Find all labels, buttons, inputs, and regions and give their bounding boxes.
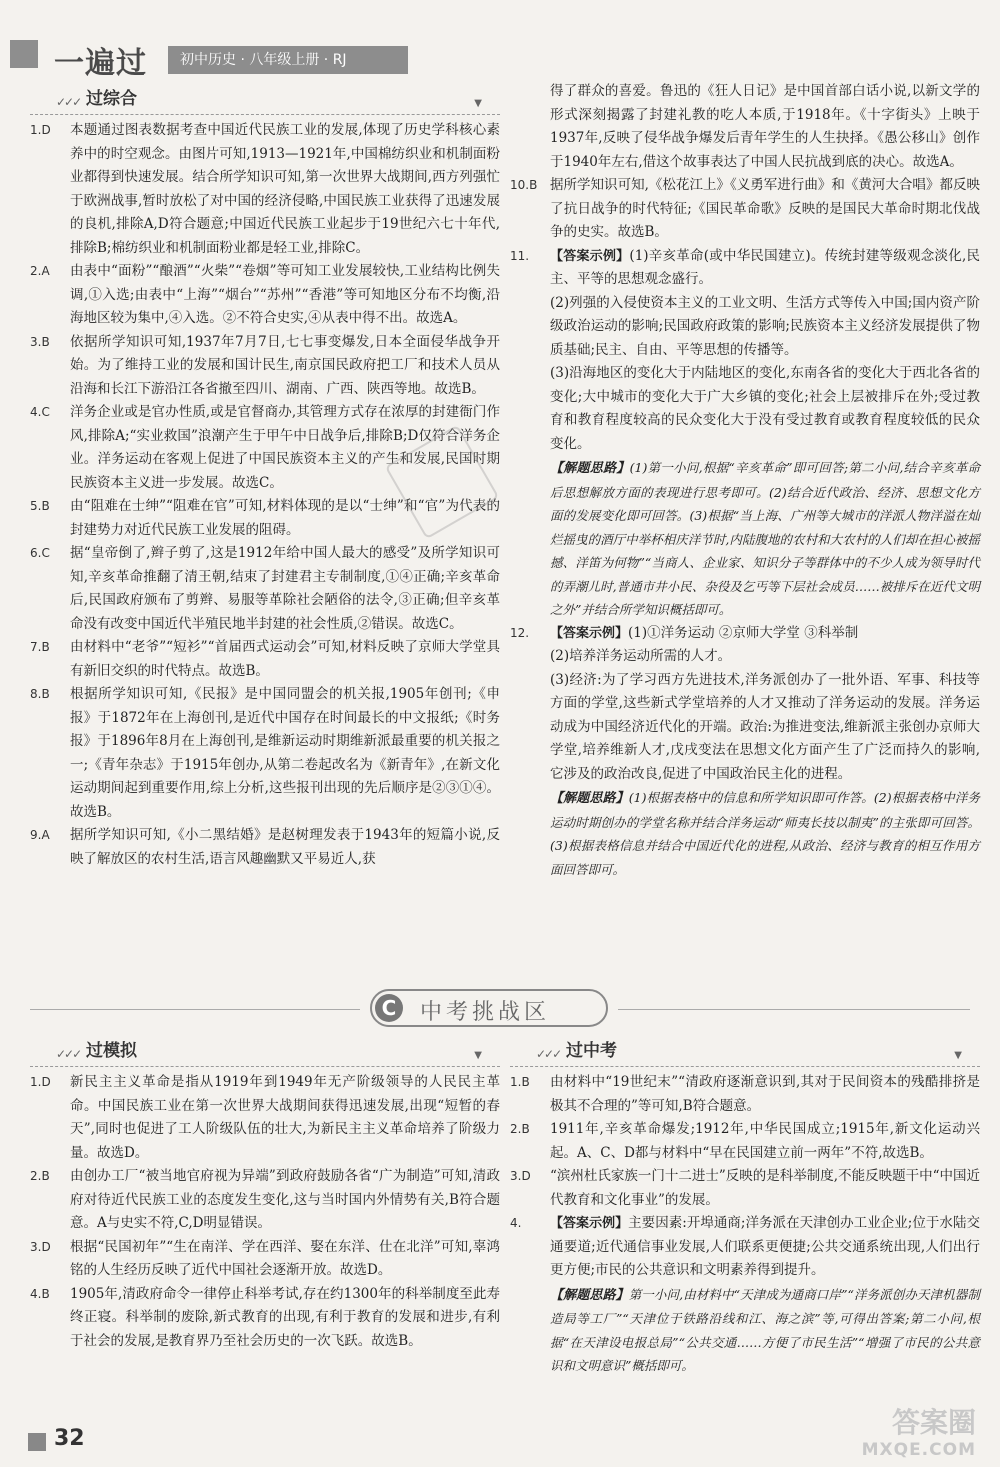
answer-item <box>30 119 500 260</box>
solution-hint: 【解题思路】第一小问,由材料中“天津成为通商口岸”“洋务派创办天津机器制造局等工厂”“天津位于铁路沿线和江、海之滨”等,可得出答案;第二小问,根据“在天津设电报总局”“公共交通……方便了市民生活”“增强了市民的公共意识和文明意识”概括即可。 <box>550 1286 980 1373</box>
section-header-comprehensive <box>30 88 500 115</box>
answer-item <box>30 636 500 683</box>
answer-text: 本题通过图表数据考查中国近代民族工业的发展,体现了历史学科核心素养中的时空观念。由图片可知,1913—1921年,中国棉纺织业和机制面粉业都得到快速发展。结合所学知识可知,第一次世界大战期间,西方列强忙于欧洲战事,暂时放松了对中国的经济侵略,中国民族工业获得了迅速发展的良机,排除A,D符合题意;中国近代民族工业起步于19世纪六七十年代,排除B;棉纺织业和机制面粉业都是轻工业,排除C。 <box>70 122 500 256</box>
answer-number: 3.B <box>30 334 50 349</box>
brand-logo: 一遍过 <box>54 46 147 81</box>
answer-text: 据所学知识可知,《小二黑结婚》是赵树理发表于1943年的短篇小说,反映了解放区的农村生活,语言风趣幽默又平易近人,获 <box>70 827 500 867</box>
answer-continuation: 得了群众的喜爱。鲁迅的《狂人日记》是中国首部白话小说,以新文学的形式深刻揭露了封建礼教的吃人本质,于1918年。《十字街头》上映于1937年,反映了侵华战争爆发后青年学生的人生抉择。《愚公移山》创作于1940年左右,借这个故事表达了中国人民抗战到底的决心。故选A。 <box>550 83 980 170</box>
answer-text: 1905年,清政府命令一律停止科举考试,存在约1300年的科举制度至此寿终正寝。科举制的废除,新式教育的出现,有利于教育的发展和进步,有利于社会的发展,是教育界乃至社会历史的一次飞跃。故选B。 <box>70 1285 500 1349</box>
answer-text: 依据所学知识可知,1937年7月7日,七七事变爆发,日本全面侵华战争开始。为了维持工业的发展和国计民生,南京国民政府把工厂和技术人员从沿海和长江下游沿江各省撤至四川、湖南、广西、陕西等地。故选B。 <box>70 333 500 397</box>
answer-line: (3)沿海地区的变化大于内陆地区的变化,东南各省的变化大于西北各省的变化;大中城市的变化大于广大乡镇的变化;社会上层被排斥在外;受过教育和教育程度较高的民众变化大于没有受过教育或教育程度较低的民众变化。 <box>550 365 980 452</box>
banner-box <box>370 989 608 1027</box>
answer-text: 根据所学知识可知,《民报》是中国同盟会的机关报,1905年创刊;《申报》于1872年在上海创刊,是近代中国存在时间最长的中文报纸;《时务报》于1896年8月在上海创刊,是维新运动时期维新派最重要的机关报之一;《青年杂志》于1915年创办,从第二卷起改名为《新青年》,在新文化运动期间起到重要作用,综上分析,这些报刊出现的先后顺序是②③①④。故选B。 <box>70 686 500 820</box>
answer-number: 2.B <box>30 1169 50 1183</box>
answer-number: 1.D <box>30 123 51 137</box>
book-tag: 初中历史 · 八年级上册 · RJ <box>168 46 408 74</box>
tick-icon: ✓✓✓ <box>536 1047 561 1061</box>
tick-icon: ✓✓✓ <box>56 95 81 109</box>
answer-tag: 【答案示例】 <box>550 248 630 264</box>
answer-item <box>30 683 500 824</box>
answer-text: 由“阻难在士绅”“阻难在官”可知,材料体现的是以“士绅”和“官”为代表的封建势力对近代民族工业发展的阻碍。 <box>70 498 500 538</box>
solution-hint: 【解题思路】(1)第一小问,根据“辛亥革命”即可回答;第二小问,结合辛亥革命后思想解放方面的表现进行思考即可。(2)结合近代政治、经济、思想文化方面的发展变化即可回答。(3)根据“当上海、广州等大城市的洋派人物洋溢在灿烂摇曳的酒厅中举杯相庆洋节时,内陆腹地的农村和大农村的人们却在担心被摇撼、洋笛为何物”“当商人、企业家、知识分子等群体中的不少人成为领导时代的弄潮儿时,普通市井小民、杂役及乞丐等下层社会成员……被排斥在近代文明之外”并结合所学知识概括即可。 <box>550 460 980 617</box>
divider <box>618 1009 970 1010</box>
answer-item <box>30 824 500 871</box>
answer-line: (3)经济:为了学习西方先进技术,洋务派创办了一批外语、军事、科技等方面的学堂,这些新式学堂培养的人才又推动了洋务运动的发展。洋务运动成为中国经济近代化的开端。政治:为推进变法,维新派主张创办京师大学堂,培养维新人才,戊戌变法在思想文化方面产生了广泛而持久的影响,它涉及的政治改良,促进了中国政治民主化的进程。 <box>550 671 980 782</box>
answer-item: 12. 【答案示例】(1)①洋务运动 ②京师大学堂 ③科举制 <box>510 624 859 641</box>
answer-number: 6.C <box>30 546 50 560</box>
section-banner <box>0 985 1000 1035</box>
answer-tag: 【答案示例】 <box>550 1216 629 1231</box>
tick-icon: ✓✓✓ <box>56 1047 81 1061</box>
answer-number: 5.B <box>30 499 50 513</box>
answer-number: 2.A <box>30 264 50 278</box>
footer-square <box>28 1433 46 1451</box>
answer-item: 4. 【答案示例】主要因素:开埠通商;洋务派在天津创办工业企业;位于水陆交通要道;近代通信事业发展,人们联系更便捷;公共交通系统出现,人们出行更方便;市民的公共意识和文明素养得到提升。 <box>510 1215 980 1278</box>
divider <box>30 1009 360 1010</box>
answer-item: 3.D “滨州杜氏家族一门十二进士”反映的是科举制度,不能反映题干中“中国近代教育和文化事业”的发展。 <box>510 1168 980 1208</box>
page-number: 32 <box>54 1426 85 1451</box>
solution-hint: 【解题思路】(1)根据表格中的信息和所学知识即可作答。(2)根据表格中洋务运动时期创办的学堂名称并结合洋务运动“师夷长技以制夷”的主张即可回答。(3)根据表格信息并结合中国近代化的进程,从政治、经济与教育的相互作用方面回答即可。 <box>550 790 980 877</box>
answer-text: 由表中“面粉”“酿酒”“火柴”“卷烟”等可知工业发展较快,工业结构比例失调,①入选;由表中“上海”“烟台”“苏州”“香港”等可知地区分布不均衡,沿海地区较为集中,④入选。②不符合史实,④从表中得不出。故选A。 <box>70 263 500 326</box>
section-title: 过综合 <box>86 89 137 109</box>
answer-text: 由创办工厂“被当地官府视为异端”到政府鼓励各省“广为制造”可知,清政府对待近代民族工业的态度发生变化,这与当时国内外情势有关,B符合题意。A与史实不符,C,D明显错误。 <box>70 1168 500 1231</box>
answer-item <box>30 1236 500 1283</box>
answer-item: 11. 【答案示例】(1)辛亥革命(或中华民国建立)。传统封建等级观念淡化,民主、平等的思想观念盛行。 <box>510 247 980 287</box>
triangle-icon: ▼ <box>954 1050 962 1061</box>
answer-number: 4.C <box>30 405 50 419</box>
triangle-icon: ▼ <box>474 98 482 109</box>
answer-item <box>30 260 500 331</box>
answer-number: 7.B <box>30 640 50 654</box>
answer-item <box>30 542 500 636</box>
section-header-mock <box>30 1040 500 1067</box>
answer-text: 根据“民国初年”“生在南洋、学在西洋、娶在东洋、仕在北洋”可知,辜鸿铭的人生经历反映了近代中国社会逐渐开放。故选D。 <box>70 1238 500 1278</box>
right-column <box>510 80 980 881</box>
answer-number: 9.A <box>30 828 50 842</box>
answer-item <box>30 1283 500 1354</box>
section-title: 过模拟 <box>86 1041 137 1061</box>
answer-line: (2)培养洋务运动所需的人才。 <box>550 648 732 664</box>
answer-item: 1.B 由材料中“19世纪末”“清政府逐渐意识到,其对于民间资本的残酷排挤是极其不合理的”等可知,B符合题意。 <box>510 1074 980 1114</box>
page-footer <box>0 1406 1000 1467</box>
answer-number: 4.B <box>30 1286 50 1301</box>
page-header <box>0 0 1000 80</box>
answer-item <box>30 331 500 402</box>
answer-line: (2)列强的入侵使资本主义的工业文明、生活方式等传入中国;国内资产阶级政治运动的影响;民国政府政策的影响;民族资本主义经济发展提供了物质基础;民主、自由、平等思想的传播等。 <box>550 294 980 358</box>
bottom-left-column <box>30 1040 500 1353</box>
answer-text: 洋务企业或是官办性质,或是官督商办,其管理方式存在浓厚的封建衙门作风,排除A;“实业救国”浪潮产生于甲午中日战争后,排除B;D仅符合洋务企业。洋务运动在客观上促进了中国民族资本主义的产生和发展,民国时期民族资本主义进一步发展。故选C。 <box>70 404 500 491</box>
answer-number: 1.D <box>30 1075 51 1089</box>
answer-tag: 【答案示例】 <box>550 625 629 641</box>
answer-item: 2.B 1911年,辛亥革命爆发;1912年,中华民国成立;1915年,新文化运动兴起。A、C、D都与材料中“早在民国建立前一两年”不符,故选B。 <box>510 1121 980 1161</box>
section-header-exam <box>510 1040 980 1067</box>
answer-text: 新民主主义革命是指从1919年到1949年无产阶级领导的人民民主革命。中国民族工业在第一次世界大战期间获得迅速发展,出现“短暂的春天”,同时也促进了工人阶级队伍的壮大,为新民主主义革命培养了阶级力量。故选D。 <box>70 1074 500 1161</box>
answer-item: 10.B 据所学知识可知,《松花江上》《义勇军进行曲》和《黄河大合唱》都反映了抗日战争的时代特征;《国民革命歌》反映的是国民大革命时期北伐战争的史实。故选B。 <box>510 177 980 240</box>
watermark: 答案圈 MXQE.COM <box>861 1406 976 1460</box>
answer-item <box>30 1071 500 1165</box>
section-title: 过中考 <box>566 1041 617 1061</box>
c-badge-icon: C <box>375 994 403 1022</box>
triangle-icon: ▼ <box>474 1050 482 1061</box>
answer-item <box>30 1165 500 1236</box>
answer-text: 据“皇帝倒了,辫子剪了,这是1912年给中国人最大的感受”及所学知识可知,辛亥革命推翻了清王朝,结束了封建君主专制制度,①④正确;辛亥革命后,民国政府颁布了剪辫、易服等革除社会陋俗的法令,③正确;但辛亥革命没有改变中国近代半殖民地半封建的社会性质,②错误。故选C。 <box>70 545 500 632</box>
bottom-right-column <box>510 1040 980 1378</box>
answer-number: 8.B <box>30 687 50 701</box>
brand-block <box>10 40 38 68</box>
answer-text: 由材料中“老爷”“短衫”“首届西式运动会”可知,材料反映了京师大学堂具有新旧交织的时代特点。故选B。 <box>70 639 500 679</box>
banner-title: 中考挑战区 <box>420 1000 551 1025</box>
answer-number: 3.D <box>30 1239 51 1254</box>
